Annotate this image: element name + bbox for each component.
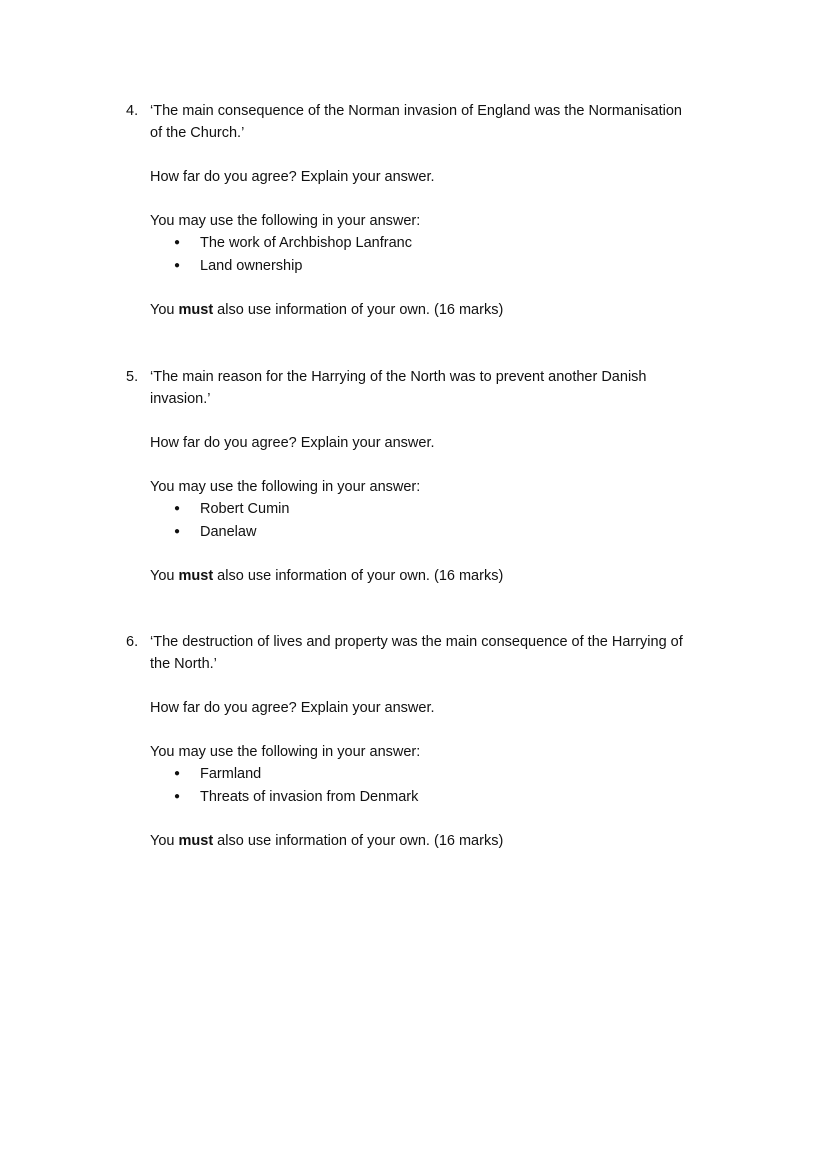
bullet-item: Robert Cumin — [200, 501, 290, 517]
question-number: 5. — [126, 369, 139, 385]
own-information-instruction: You must also use information of your own. (16 marks) — [150, 568, 504, 584]
question-prompt: How far do you agree? Explain your answer. — [150, 700, 435, 716]
question-prompt: How far do you agree? Explain your answer. — [150, 435, 435, 451]
question-statement-continued: the North.’ — [150, 656, 217, 672]
question-number: 6. — [126, 634, 139, 650]
own-information-instruction: You must also use information of your own. (16 marks) — [150, 302, 504, 318]
bullet-item: Threats of invasion from Denmark — [200, 789, 419, 805]
question-statement-continued: invasion.’ — [150, 391, 211, 407]
question-number: 4. — [126, 103, 139, 119]
bullet-icon: ● — [174, 526, 181, 537]
bullet-icon: ● — [174, 237, 181, 248]
bullet-item: Farmland — [200, 766, 262, 782]
bullet-icon: ● — [174, 768, 181, 779]
bullet-icon: ● — [174, 260, 181, 271]
use-intro: You may use the following in your answer: — [150, 213, 421, 229]
use-intro: You may use the following in your answer: — [150, 479, 421, 495]
own-information-instruction: You must also use information of your own. (16 marks) — [150, 833, 504, 849]
use-intro: You may use the following in your answer: — [150, 744, 421, 760]
bullet-item: The work of Archbishop Lanfranc — [200, 235, 412, 251]
bullet-item: Danelaw — [200, 524, 257, 540]
question-statement: ‘The main consequence of the Norman invasion of England was the Normanisation — [150, 103, 682, 119]
question-statement: ‘The main reason for the Harrying of the North was to prevent another Danish — [150, 369, 647, 385]
question-prompt: How far do you agree? Explain your answer. — [150, 169, 435, 185]
question-statement: ‘The destruction of lives and property was the main consequence of the Harrying of — [150, 634, 683, 650]
bullet-icon: ● — [174, 791, 181, 802]
bullet-item: Land ownership — [200, 258, 303, 274]
bullet-icon: ● — [174, 503, 181, 514]
question-statement-continued: of the Church.’ — [150, 125, 245, 141]
